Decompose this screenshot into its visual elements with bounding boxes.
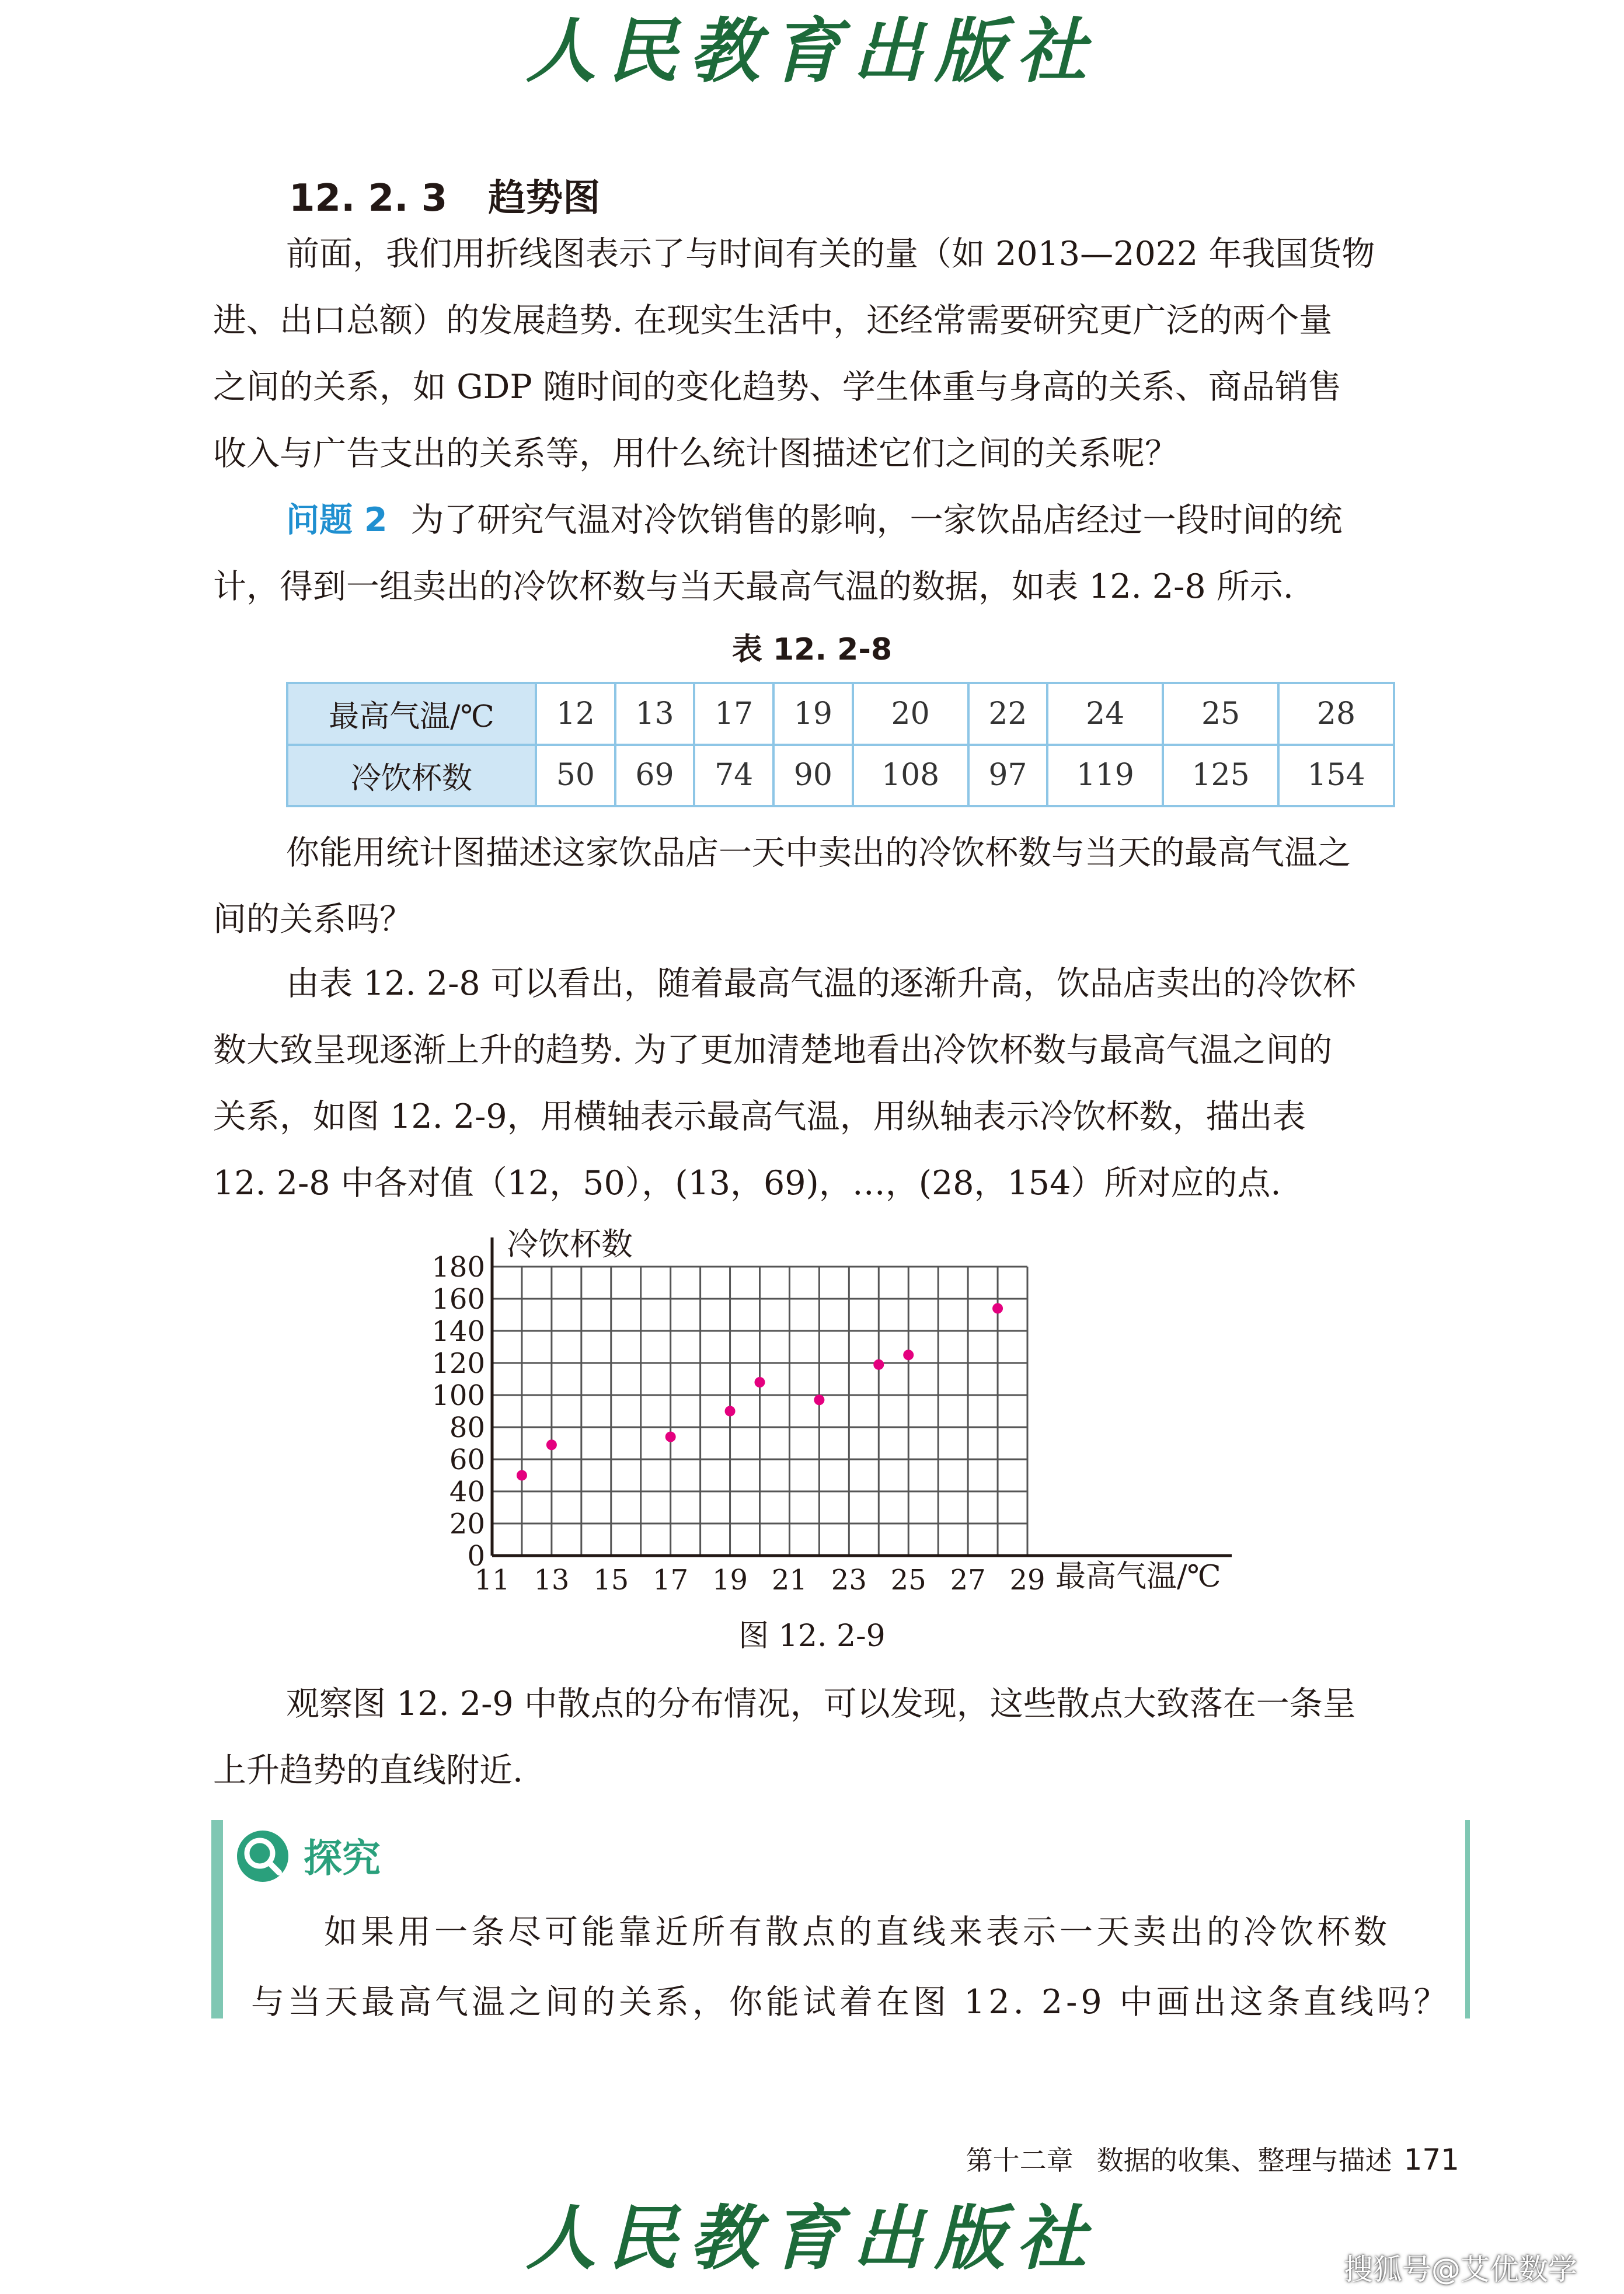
table-cell: 28	[1278, 683, 1394, 745]
x-tick-label: 13	[534, 1564, 570, 1596]
text-line: 12. 2-8 中各对值（12，50），(13，69)，…，(28，154）所对应的点.	[213, 1164, 1281, 1202]
text-line: 数大致呈现逐渐上升的趋势. 为了更加清楚地看出冷饮杯数与最高气温之间的	[213, 1031, 1333, 1069]
table-cell: 22	[968, 683, 1048, 745]
table-cell: 90	[773, 745, 853, 807]
chart-points	[517, 1303, 1003, 1481]
footer-chapter: 第十二章	[966, 2145, 1074, 2176]
page-footer	[966, 2139, 1459, 2178]
data-point	[725, 1406, 736, 1417]
table-cell: 13	[615, 683, 695, 745]
data-point	[755, 1377, 765, 1387]
table-cell: 74	[694, 745, 773, 807]
text-line: 如果用一条尽可能靠近所有散点的直线来表示一天卖出的冷饮杯数	[324, 1913, 1390, 1951]
data-table	[286, 682, 1395, 807]
data-point	[814, 1394, 824, 1405]
data-point	[517, 1470, 527, 1481]
analysis-paragraph	[213, 950, 1486, 1216]
watermark-text: 搜狐号@艾优数学	[1344, 2253, 1577, 2286]
footer-title: 数据的收集、整理与描述	[1096, 2145, 1392, 2176]
table-cell: 50	[536, 745, 615, 807]
text-line: 由表 12. 2-8 可以看出，随着最高气温的逐渐升高，饮品店卖出的冷饮杯	[286, 964, 1356, 1003]
y-tick-label: 40	[449, 1476, 485, 1508]
x-tick-label: 19	[712, 1564, 748, 1596]
chart-labels	[431, 1251, 1045, 1596]
magnifier-icon	[234, 1827, 292, 1885]
problem-label: 问题 2	[286, 501, 388, 539]
table-cell: 97	[968, 745, 1048, 807]
problem-paragraph	[213, 487, 1486, 620]
x-tick-label: 15	[593, 1564, 629, 1596]
publisher-logo-bottom: 人民教育出版社	[526, 2197, 1098, 2279]
y-tick-label: 60	[449, 1444, 485, 1476]
table-cell: 20	[853, 683, 968, 745]
text-line: 计，得到一组卖出的冷饮杯数与当天最高气温的数据，如表 12. 2-8 所示.	[213, 567, 1294, 606]
y-tick-label: 140	[431, 1315, 485, 1348]
text-line: 收入与广告支出的关系等，用什么统计图描述它们之间的关系呢？	[213, 434, 1178, 473]
table-cell: 17	[694, 683, 773, 745]
y-tick-label: 0	[467, 1540, 485, 1573]
y-tick-label: 180	[431, 1251, 485, 1284]
explore-text	[251, 1897, 1451, 2037]
text-line: 与当天最高气温之间的关系，你能试着在图 12. 2-9 中画出这条直线吗？	[251, 1983, 1451, 2021]
row-header: 最高气温/℃	[287, 683, 536, 745]
intro-paragraph	[213, 221, 1486, 487]
table-cell: 119	[1047, 745, 1163, 807]
table-cell: 12	[536, 683, 615, 745]
table-cell: 24	[1047, 683, 1163, 745]
section-number: 12. 2. 3	[289, 177, 448, 220]
x-tick-label: 17	[653, 1564, 689, 1596]
table-cell: 69	[615, 745, 695, 807]
x-axis-title: 最高气温/℃	[1055, 1559, 1221, 1594]
y-tick-label: 100	[431, 1379, 485, 1412]
table-cell: 125	[1163, 745, 1278, 807]
x-tick-label: 27	[950, 1564, 986, 1596]
explore-box-left-rule	[211, 1820, 223, 2018]
x-tick-label: 21	[771, 1564, 807, 1596]
explore-box-right-rule	[1465, 1820, 1470, 2018]
row-header: 冷饮杯数	[287, 745, 536, 807]
x-tick-label: 11	[474, 1564, 510, 1596]
data-point	[546, 1439, 557, 1450]
x-tick-label: 23	[831, 1564, 867, 1596]
table-cell: 108	[853, 745, 968, 807]
table-cell: 154	[1278, 745, 1394, 807]
problem-text: 为了研究气温对冷饮销售的影响，一家饮品店经过一段时间的统	[410, 501, 1343, 539]
text-line: 关系，如图 12. 2-9，用横轴表示最高气温，用纵轴表示冷饮杯数，描出表	[213, 1097, 1306, 1136]
table-cell: 25	[1163, 683, 1278, 745]
data-point	[903, 1350, 914, 1360]
x-tick-label: 25	[890, 1564, 926, 1596]
explore-label: 探究	[304, 1836, 381, 1881]
question-paragraph	[213, 820, 1486, 953]
section-heading	[289, 168, 600, 222]
text-line: 间的关系吗？	[213, 900, 413, 939]
data-point	[992, 1303, 1003, 1314]
text-line: 观察图 12. 2-9 中散点的分布情况，可以发现，这些散点大致落在一条呈	[286, 1685, 1356, 1723]
text-line: 你能用统计图描述这家饮品店一天中卖出的冷饮杯数与当天的最高气温之	[286, 834, 1351, 872]
y-axis-title: 冷饮杯数	[507, 1226, 633, 1263]
observation-paragraph	[213, 1671, 1486, 1804]
text-line: 之间的关系，如 GDP 随时间的变化趋势、学生体重与身高的关系、商品销售	[213, 368, 1341, 406]
publisher-logo-top: 人民教育出版社	[526, 10, 1098, 92]
chart-grid	[492, 1267, 1027, 1556]
y-tick-label: 160	[431, 1283, 485, 1316]
figure-caption: 图 12. 2-9	[738, 1619, 886, 1654]
text-line: 前面，我们用折线图表示了与时间有关的量（如 2013—2022 年我国货物	[286, 235, 1375, 273]
text-line: 进、出口总额）的发展趋势. 在现实生活中，还经常需要研究更广泛的两个量	[213, 301, 1333, 340]
table-cell: 19	[773, 683, 853, 745]
table-row	[287, 683, 1394, 745]
text-line	[213, 487, 1486, 553]
data-point	[665, 1432, 676, 1442]
chart-axes	[492, 1237, 1232, 1556]
y-tick-label: 120	[431, 1347, 485, 1380]
data-point	[873, 1359, 884, 1370]
table-row	[287, 745, 1394, 807]
x-tick-label: 29	[1009, 1564, 1046, 1596]
table-caption: 表 12. 2-8	[731, 632, 893, 667]
section-title: 趋势图	[488, 177, 601, 220]
y-tick-label: 80	[449, 1411, 485, 1444]
y-tick-label: 20	[449, 1508, 485, 1540]
page-number: 171	[1403, 2143, 1459, 2177]
text-line: 上升趋势的直线附近.	[213, 1751, 524, 1790]
